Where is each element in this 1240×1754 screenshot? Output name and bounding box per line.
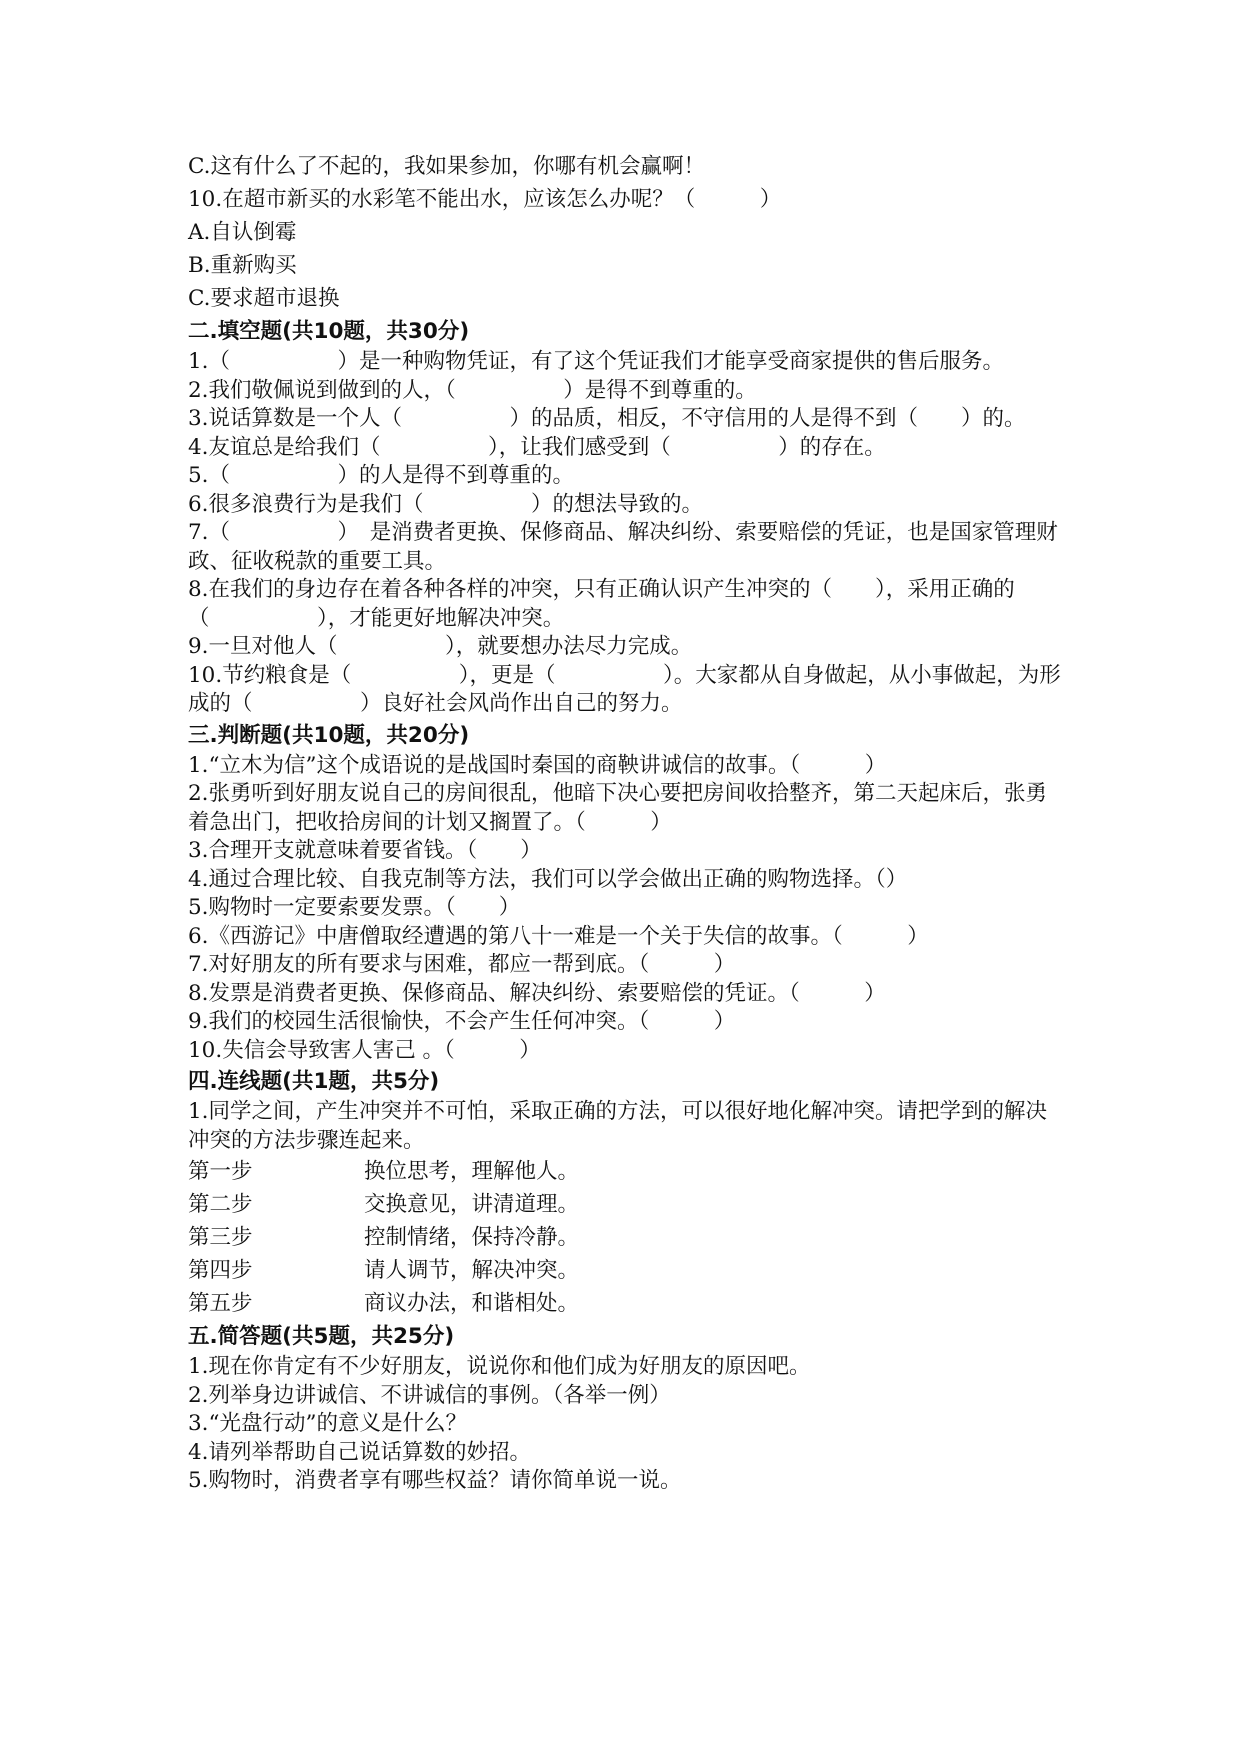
match-pair-1 — [188, 1155, 1068, 1188]
fill-blank-9: 9.一旦对他人（ ），就要想办法尽力完成。 — [188, 634, 693, 659]
match-method-label: 控制情绪，保持冷静。 — [364, 1225, 580, 1250]
fill-blank-6: 6.很多浪费行为是我们（ ）的想法导致的。 — [188, 491, 704, 517]
fill-blank-7: 7.（ ） 是消费者更换、保修商品、解决纠纷、索要赔偿的凭证，也是国家管理财政、征收税款的重要工具。 — [188, 520, 1058, 574]
match-question: 1.同学之间，产生冲突并不可怕，采取正确的方法，可以很好地化解冲突。请把学到的解决冲突的方法步骤连起来。 — [188, 1099, 1048, 1153]
section-4-heading: 四.连线题(共1题，共5分) — [188, 1069, 440, 1094]
fill-blank-5: 5.（ ）的人是得不到尊重的。 — [188, 463, 575, 488]
q10-option-a: A.自认倒霉 — [188, 220, 297, 245]
section-3-heading: 三.判断题(共10题，共20分) — [188, 722, 470, 748]
short-answer-4: 4.请列举帮助自己说话算数的妙招。 — [188, 1439, 532, 1465]
fill-blank-1: 1.（ ）是一种购物凭证，有了这个凭证我们才能享受商家提供的售后服务。 — [188, 349, 1005, 374]
judge-8: 8.发票是消费者更换、保修商品、解决纠纷、索要赔偿的凭证。（ ） — [188, 980, 886, 1006]
section-2-heading: 二.填空题(共10题，共30分) — [188, 319, 470, 344]
match-step-label: 第一步 — [188, 1159, 253, 1184]
judge-5: 5.购物时一定要索要发票。（ ） — [188, 895, 521, 920]
q10-question: 10.在超市新买的水彩笔不能出水，应该怎么办呢？（ ） — [188, 187, 782, 212]
match-step-label: 第五步 — [188, 1291, 253, 1316]
short-answer-1: 1.现在你肯定有不少好朋友，说说你和他们成为好朋友的原因吧。 — [188, 1354, 811, 1379]
match-pair-5 — [188, 1287, 1068, 1320]
match-step-label: 第二步 — [188, 1192, 253, 1217]
fill-blank-10: 10.节约粮食是（ ），更是（ ）。大家都从自身做起，从小事做起，为形成的（ ）良好社会风尚作出自己的努力。 — [188, 662, 1061, 716]
judge-10: 10.失信会导致害人害己 。（ ） — [188, 1037, 541, 1063]
judge-6: 6.《西游记》中唐僧取经遭遇的第八十一难是一个关于失信的故事。（ ） — [188, 923, 929, 949]
q10-option-b: B.重新购买 — [188, 253, 297, 278]
match-method-label: 换位思考，理解他人。 — [364, 1159, 580, 1184]
fill-blank-4: 4.友谊总是给我们（ ），让我们感受到（ ）的存在。 — [188, 434, 886, 460]
q9-option-c: C.这有什么了不起的，我如果参加，你哪有机会赢啊！ — [188, 154, 706, 179]
q10-option-c: C.要求超市退换 — [188, 286, 340, 311]
judge-1: 1.“立木为信”这个成语说的是战国时秦国的商鞅讲诚信的故事。（ ） — [188, 752, 887, 778]
match-step-label: 第四步 — [188, 1258, 253, 1283]
match-pair-4 — [188, 1254, 1068, 1287]
match-method-label: 请人调节，解决冲突。 — [364, 1258, 580, 1283]
section-5-heading: 五.简答题(共5题，共25分) — [188, 1324, 455, 1349]
match-method-label: 交换意见，讲清道理。 — [364, 1192, 580, 1217]
fill-blank-8: 8.在我们的身边存在着各种各样的冲突，只有正确认识产生冲突的（ ），采用正确的（ ），才能更好地解决冲突。 — [188, 577, 1015, 631]
short-answer-5: 5.购物时，消费者享有哪些权益？请你简单说一说。 — [188, 1468, 682, 1493]
short-answer-3: 3.“光盘行动”的意义是什么？ — [188, 1411, 467, 1436]
match-step-label: 第三步 — [188, 1225, 253, 1250]
match-pair-3 — [188, 1221, 1068, 1254]
match-pair-2 — [188, 1188, 1068, 1221]
judge-2: 2.张勇听到好朋友说自己的房间很乱，他暗下决心要把房间收拾整齐，第二天起床后，张勇着急出门，把收拾房间的计划又搁置了。（ ） — [188, 781, 1048, 835]
judge-9: 9.我们的校园生活很愉快，不会产生任何冲突。（ ） — [188, 1009, 736, 1034]
fill-blank-3: 3.说话算数是一个人（ ）的品质，相反，不守信用的人是得不到（ ）的。 — [188, 406, 1026, 431]
match-method-label: 商议办法，和谐相处。 — [364, 1291, 580, 1316]
judge-3: 3.合理开支就意味着要省钱。（ ） — [188, 838, 542, 863]
judge-4: 4.通过合理比较、自我克制等方法，我们可以学会做出正确的购物选择。（） — [188, 866, 908, 892]
fill-blank-2: 2.我们敬佩说到做到的人，（ ）是得不到尊重的。 — [188, 377, 757, 403]
judge-7: 7.对好朋友的所有要求与困难，都应一帮到底。（ ） — [188, 952, 736, 977]
exam-page — [188, 150, 1068, 1496]
short-answer-2: 2.列举身边讲诚信、不讲诚信的事例。（各举一例） — [188, 1382, 671, 1408]
